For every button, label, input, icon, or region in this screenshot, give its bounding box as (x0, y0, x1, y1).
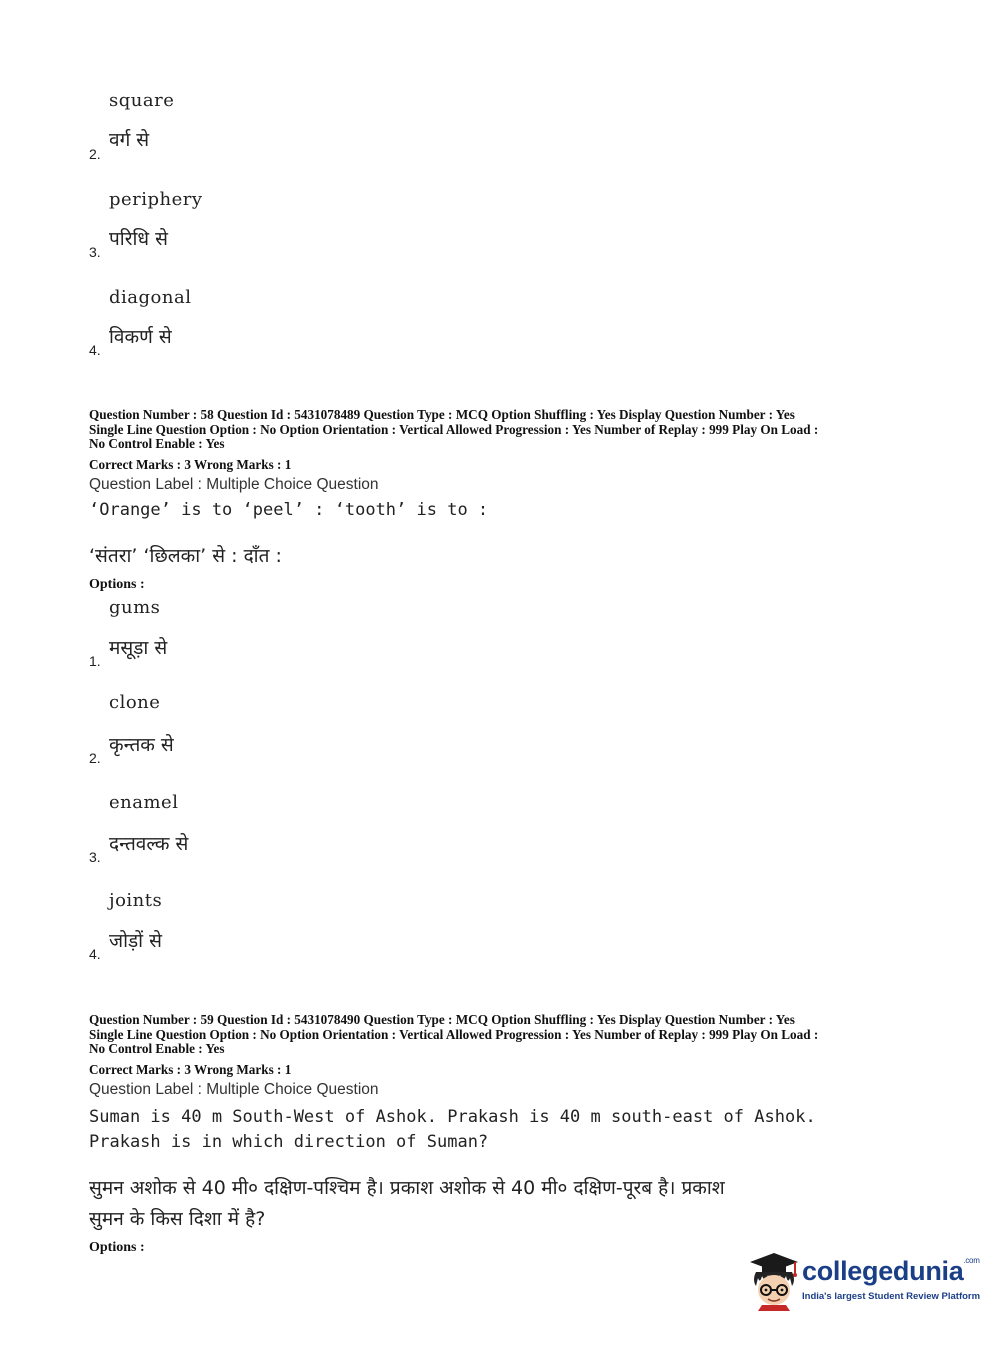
question-text-english: ‘Orange’ is to ‘peel’ : ‘tooth’ is to : (89, 500, 489, 520)
question-text-hindi: सुमन के किस दिशा में है? (89, 1208, 266, 1230)
option-english: diagonal (109, 287, 192, 308)
meta-line: Question Number : 58 Question Id : 5431078489 Question Type : MCQ Option Shuffling : Yes Display Question Number : Yes (89, 407, 795, 422)
option-number: 3. (89, 244, 101, 260)
option-english: periphery (109, 189, 203, 210)
options-label: Options : (89, 577, 145, 592)
meta-line: Question Number : 59 Question Id : 5431078490 Question Type : MCQ Option Shuffling : Yes Display Question Number : Yes (89, 1012, 795, 1027)
option-english: clone (109, 692, 161, 713)
marks-info: Correct Marks : 3 Wrong Marks : 1 (89, 457, 292, 472)
question-text-english: Prakash is in which direction of Suman? (89, 1132, 489, 1152)
meta-line: No Control Enable : Yes (89, 1041, 225, 1056)
option-number: 2. (89, 146, 101, 162)
question-text-hindi: सुमन अशोक से 40 मी० दक्षिण-पश्चिम है। प्रकाश अशोक से 40 मी० दक्षिण-पूरब है। प्रकाश (89, 1177, 725, 1199)
collegedunia-logo[interactable] (744, 1250, 981, 1312)
option-hindi: जोड़ों से (109, 930, 162, 952)
question-meta (89, 408, 919, 452)
marks-info: Correct Marks : 3 Wrong Marks : 1 (89, 1062, 292, 1077)
meta-line: Single Line Question Option : No Option Orientation : Vertical Allowed Progression : Yes Number of Replay : 999 Play On Load : (89, 421, 819, 437)
option-hindi: दन्तवल्क से (109, 833, 189, 855)
option-english: enamel (109, 792, 179, 813)
logo-tagline: India's largest Student Review Platform (802, 1291, 981, 1302)
option-number: 2. (89, 750, 101, 766)
option-hindi: कृन्तक से (109, 734, 174, 756)
meta-line: Single Line Question Option : No Option Orientation : Vertical Allowed Progression : Yes Number of Replay : 999 Play On Load : (89, 1026, 819, 1042)
question-label: Question Label : Multiple Choice Question (89, 1081, 379, 1098)
option-hindi: वर्ग से (109, 129, 150, 151)
logo-wordmark-text: collegedunia (802, 1256, 964, 1286)
meta-line: No Control Enable : Yes (89, 436, 225, 451)
question-label: Question Label : Multiple Choice Question (89, 476, 379, 493)
logo-wordmark (802, 1256, 980, 1287)
option-english: gums (109, 597, 161, 618)
logo-suffix: .com (963, 1256, 980, 1265)
mascot-icon (744, 1250, 802, 1312)
option-number: 1. (89, 653, 101, 669)
question-meta (89, 1013, 919, 1057)
option-number: 3. (89, 849, 101, 865)
option-english: joints (109, 890, 163, 911)
option-hindi: विकर्ण से (109, 326, 172, 348)
option-hindi: मसूड़ा से (109, 637, 168, 659)
question-text-english: Suman is 40 m South-West of Ashok. Prakash is 40 m south-east of Ashok. (89, 1107, 816, 1127)
option-number: 4. (89, 946, 101, 962)
options-label: Options : (89, 1240, 145, 1255)
option-hindi: परिधि से (109, 228, 168, 250)
question-text-hindi: ‘संतरा’ ‘छिलका’ से : दाँत : (89, 545, 282, 567)
option-english: square (109, 90, 175, 111)
option-number: 4. (89, 342, 101, 358)
